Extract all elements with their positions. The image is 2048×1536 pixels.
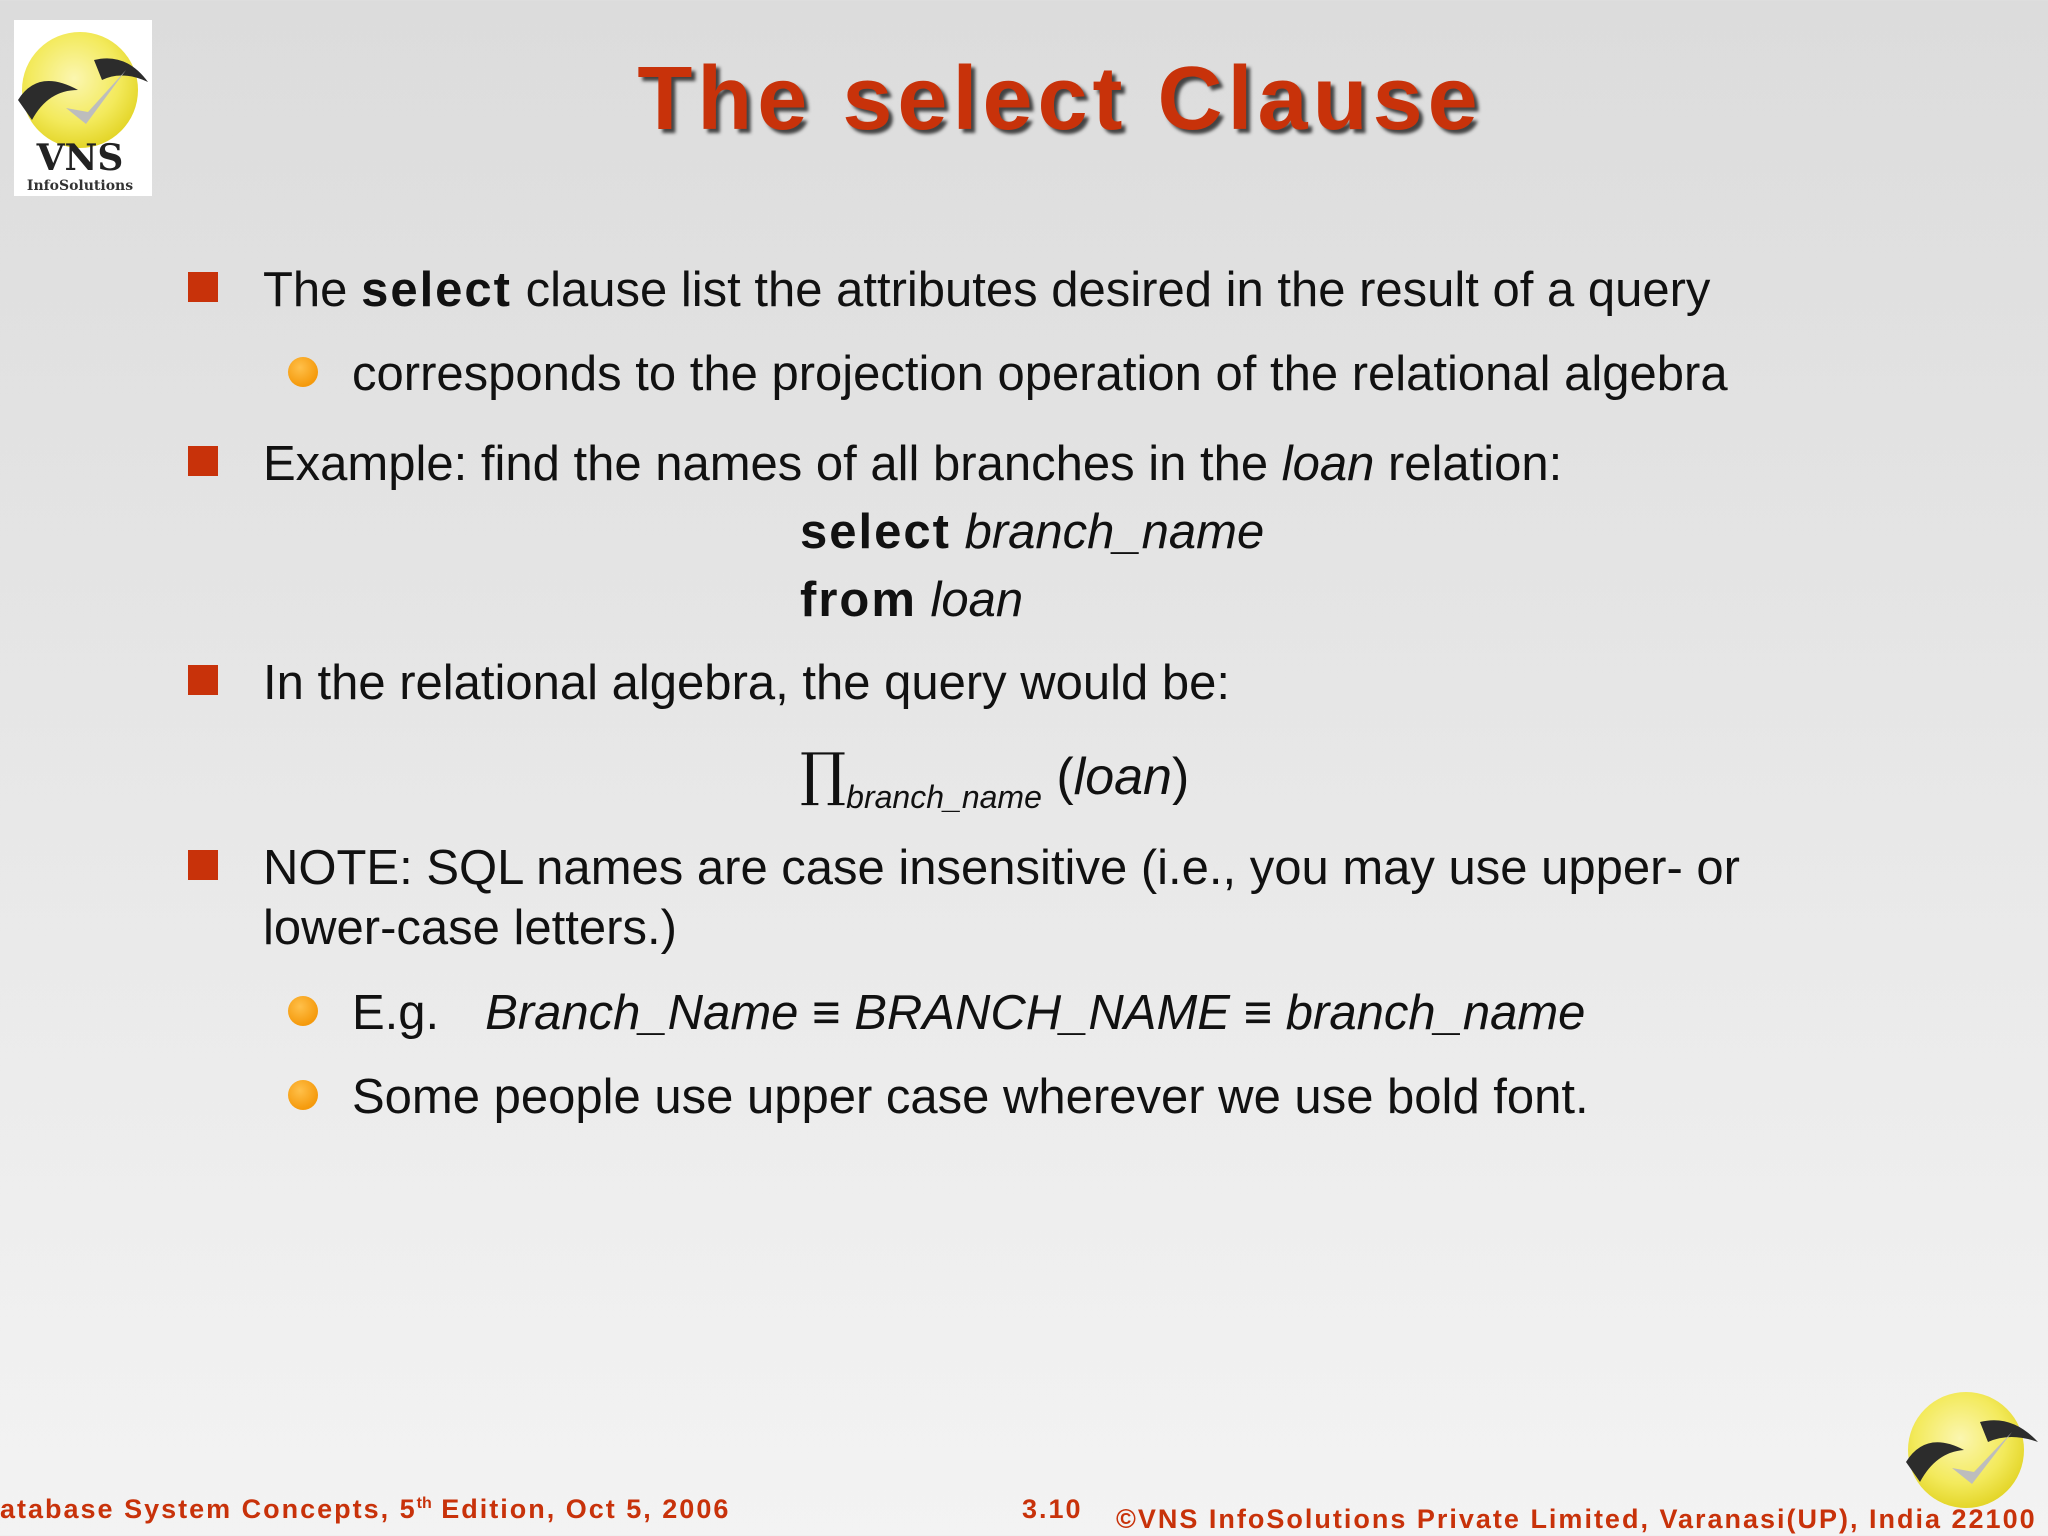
bullet-text: The select clause list the attributes desired in the result of a query	[263, 263, 1711, 317]
page-number: 3.10	[1022, 1494, 1083, 1524]
sql-from-line: from loan	[800, 573, 1024, 627]
footer-copyright: ©VNS InfoSolutions Private Limited, Varanasi(UP), India 22100	[1116, 1504, 2037, 1534]
bullet-square	[188, 850, 218, 880]
bullet-text: NOTE: SQL names are case insensitive (i.e., you may use upper- or	[263, 841, 1740, 895]
bullet-square	[188, 272, 218, 302]
bullet-square	[188, 446, 218, 476]
keyword-select: select	[361, 263, 512, 317]
pi-symbol: ∏	[800, 740, 847, 808]
sub-bullet-text: E.g. Branch_Name ≡ BRANCH_NAME ≡ branch_name	[352, 986, 1586, 1040]
slide-title: The select Clause	[637, 49, 1483, 149]
sql-select-line: select branch_name	[800, 505, 1265, 559]
sub-bullet-text: corresponds to the projection operation of the relational algebra	[352, 347, 1728, 401]
footer-logo	[1902, 1386, 2042, 1516]
footer-left: atabase System Concepts, 5th Edition, Oct 5, 2006	[0, 1494, 731, 1524]
sub-bullet-dot	[288, 996, 318, 1026]
logo-text: VNS	[36, 137, 124, 179]
formula-subscript: branch_name	[846, 779, 1042, 815]
sub-bullet-dot	[288, 1080, 318, 1110]
bullet-text: In the relational algebra, the query would be:	[263, 656, 1231, 710]
sub-bullet-dot	[288, 357, 318, 387]
projection-formula: $\prod_{branch\_name}$ (loan)	[800, 740, 1190, 815]
sub-bullet-text: Some people use upper case wherever we use bold font.	[352, 1070, 1589, 1124]
bullet-square	[188, 665, 218, 695]
bullet-text: Example: find the names of all branches in the loan relation:	[263, 437, 1563, 491]
bullet-text-continued: lower-case letters.)	[263, 901, 677, 955]
logo-subtext: InfoSolutions	[26, 178, 134, 194]
